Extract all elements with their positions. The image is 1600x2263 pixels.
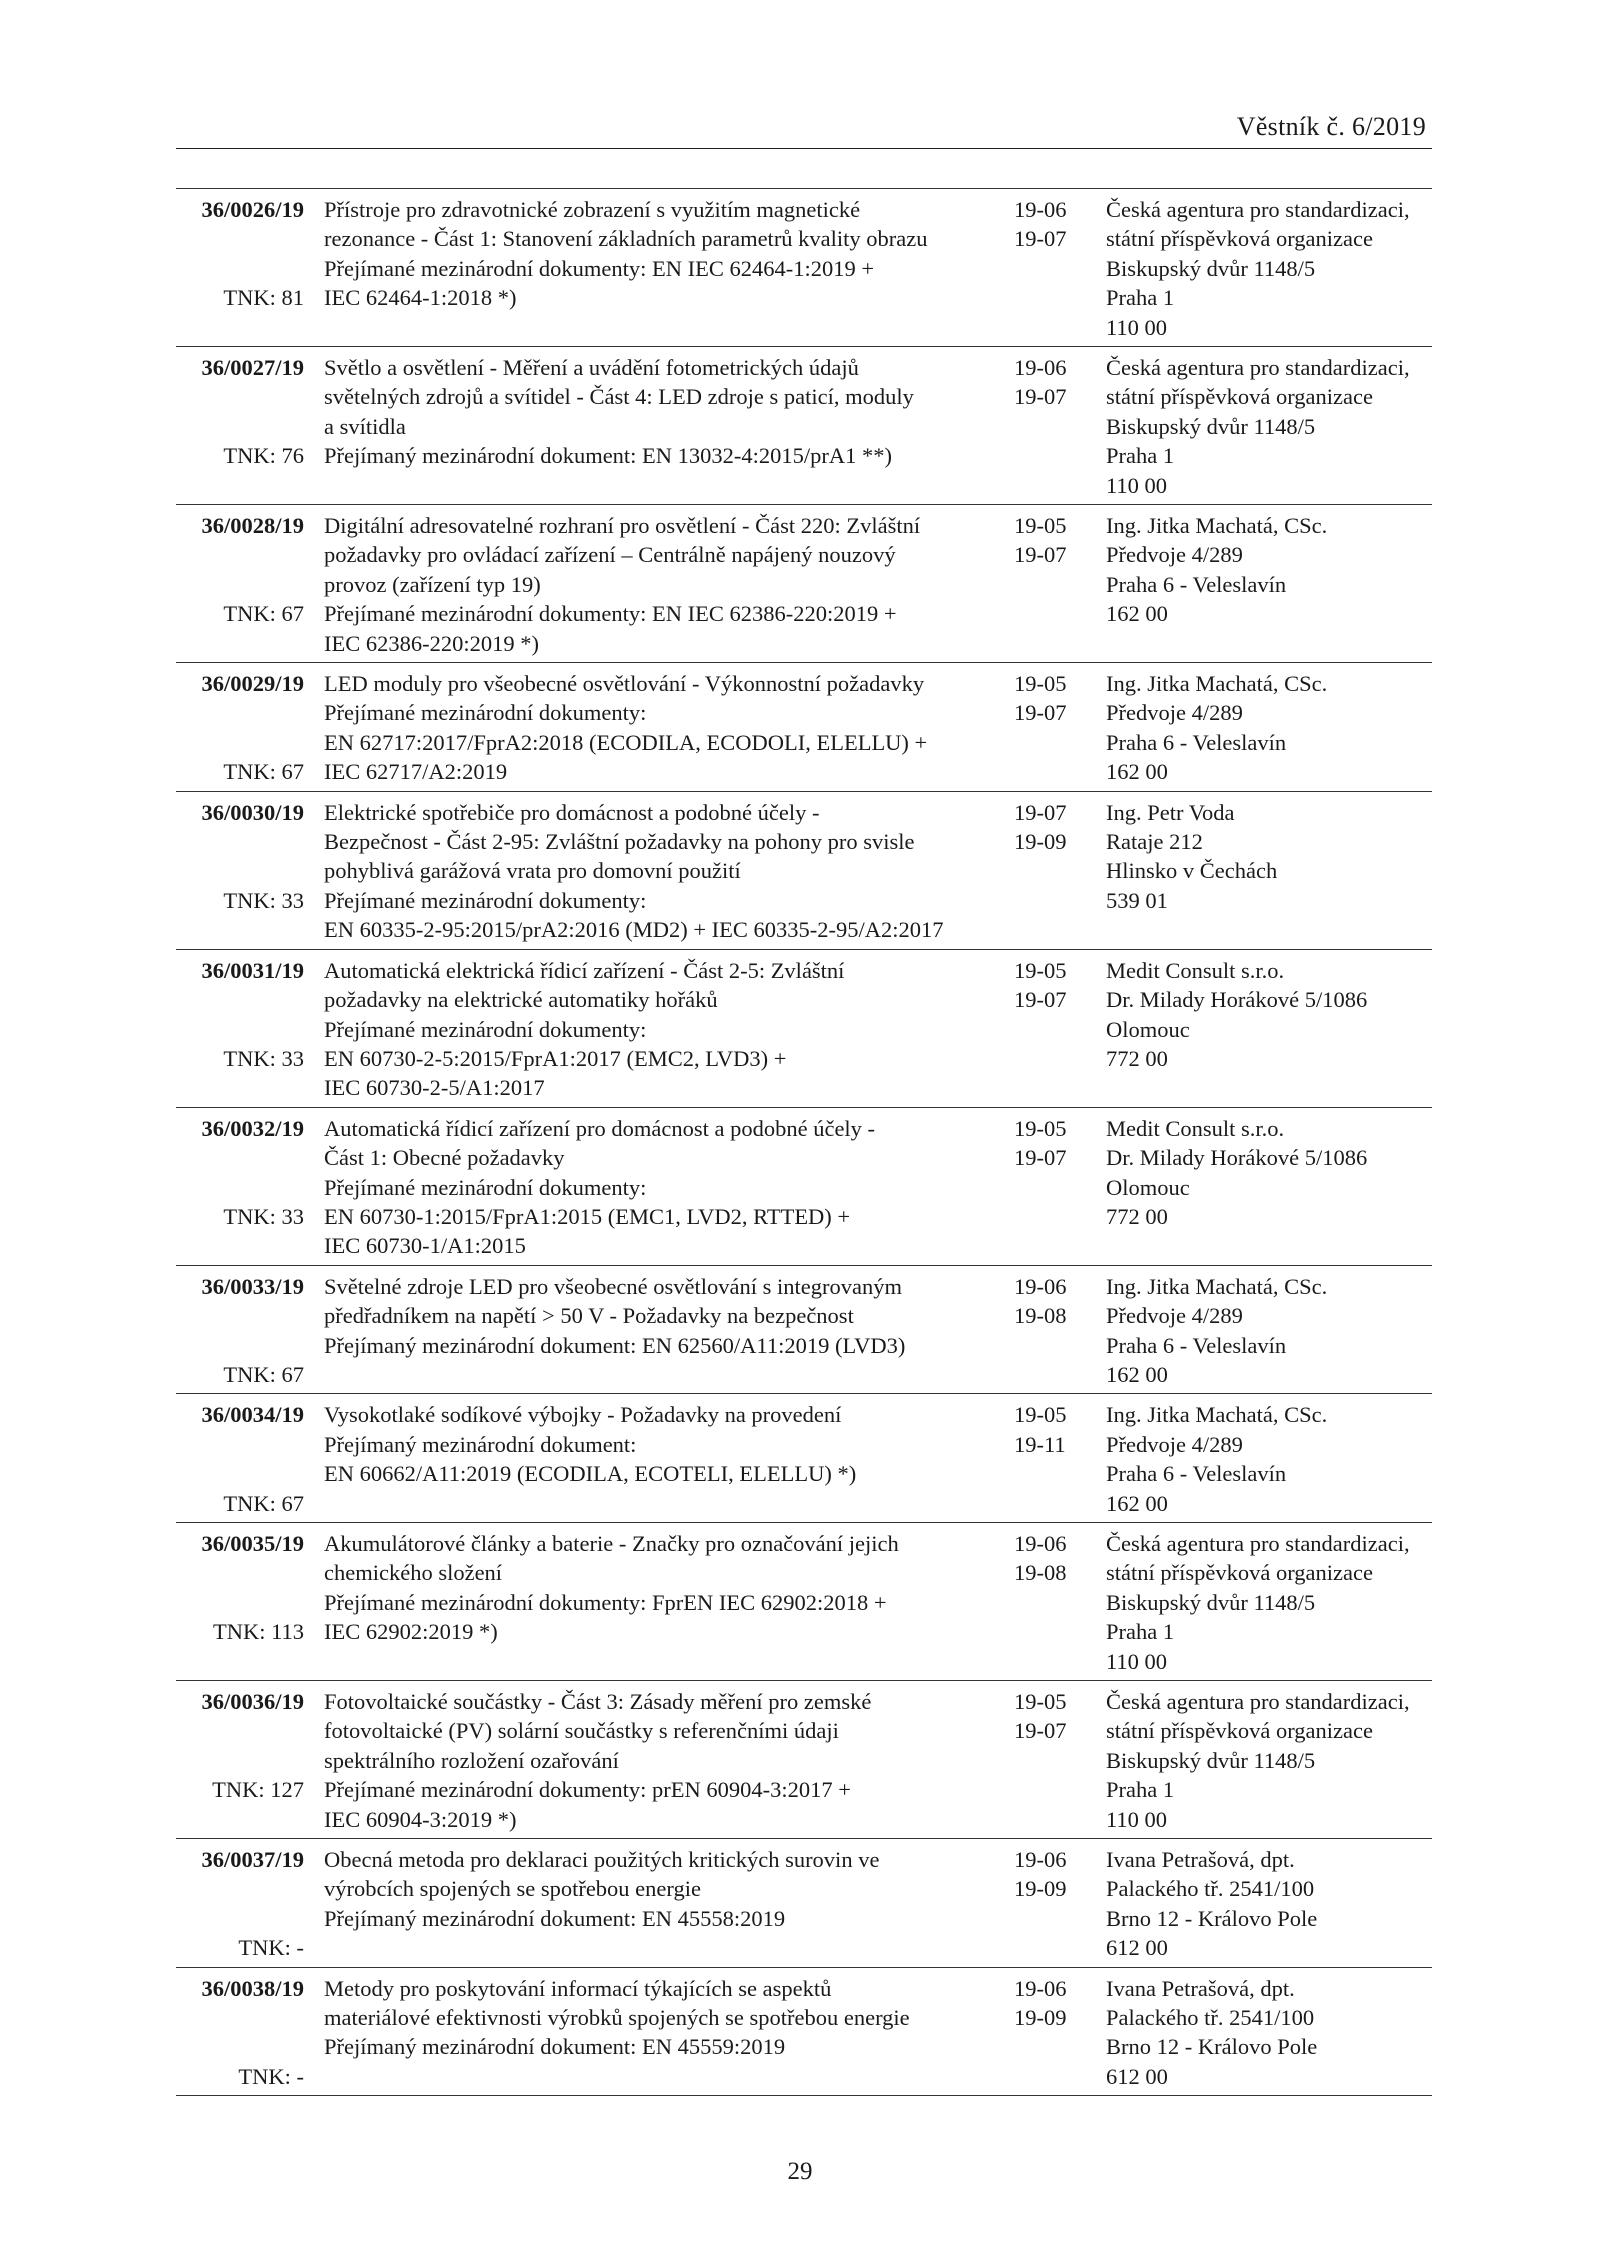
entry-contact — [1106, 1400, 1436, 1518]
date-value: 19-07 — [1014, 384, 1067, 410]
entry-number: 36/0031/19 — [201, 957, 304, 983]
contact-line: Praha 1 — [1106, 443, 1175, 469]
entry-contact — [1106, 511, 1436, 629]
contact-line: 612 00 — [1106, 2063, 1168, 2089]
entry-contact — [1106, 1687, 1436, 1834]
entry-description — [324, 1272, 1024, 1360]
contact-line: Dr. Milady Horákové 5/1086 — [1106, 987, 1368, 1013]
description-line: a svítidla — [324, 413, 406, 439]
contact-line: Ivana Petrašová, dpt. — [1106, 1975, 1295, 2001]
description-line: Světelné zdroje LED pro všeobecné osvětlování s integrovaným — [324, 1273, 902, 1299]
contact-line: Biskupský dvůr 1148/5 — [1106, 255, 1316, 281]
contact-line: Česká agentura pro standardizaci, — [1106, 355, 1410, 380]
description-line: IEC 60904-3:2019 *) — [324, 1806, 517, 1832]
contact-line: Brno 12 - Královo Pole — [1106, 1905, 1318, 1931]
standards-table — [176, 188, 1432, 2096]
table-row — [176, 950, 1432, 1108]
entry-id-cell — [176, 1114, 304, 1261]
description-line: EN 62717:2017/FprA2:2018 (ECODILA, ECODOLI, ELELLU) + — [324, 729, 928, 755]
contact-line: Česká agentura pro standardizaci, — [1106, 1688, 1410, 1714]
entry-dates — [1014, 511, 1094, 570]
entry-description — [324, 669, 1024, 787]
description-line: Světlo a osvětlení - Měření a uvádění fotometrických údajů — [324, 355, 859, 380]
contact-line: Biskupský dvůr 1148/5 — [1106, 413, 1316, 439]
contact-line: státní příspěvková organizace — [1106, 1718, 1373, 1744]
entry-number: 36/0030/19 — [201, 799, 304, 825]
contact-line: Olomouc — [1106, 1174, 1190, 1200]
table-row — [176, 663, 1432, 792]
entry-description — [324, 195, 1024, 313]
contact-line: Česká agentura pro standardizaci, — [1106, 197, 1410, 222]
date-value: 19-07 — [1014, 987, 1067, 1013]
date-value: 19-07 — [1014, 226, 1067, 252]
entry-contact — [1106, 1845, 1436, 1963]
date-value: 19-11 — [1014, 1431, 1066, 1457]
entry-id-cell — [176, 669, 304, 787]
contact-line: Praha 1 — [1106, 285, 1175, 311]
contact-line: státní příspěvková organizace — [1106, 384, 1373, 410]
tnk-label: TNK: 67 — [223, 601, 304, 627]
entry-contact — [1106, 798, 1436, 916]
contact-line: Ing. Jitka Machatá, CSc. — [1106, 513, 1328, 538]
contact-line: Praha 1 — [1106, 1777, 1175, 1803]
contact-line: 162 00 — [1106, 759, 1168, 785]
tnk-label: TNK: - — [238, 1935, 304, 1961]
description-line: EN 60730-1:2015/FprA1:2015 (EMC1, LVD2, RTTED) + — [324, 1203, 851, 1229]
entry-contact — [1106, 956, 1436, 1074]
entry-id-cell — [176, 956, 304, 1103]
contact-line: Ing. Petr Voda — [1106, 799, 1235, 825]
contact-line: Praha 1 — [1106, 1619, 1175, 1645]
table-row — [176, 347, 1432, 505]
description-line: Metody pro poskytování informací týkajících se aspektů — [324, 1975, 832, 2001]
table-row — [176, 1523, 1432, 1681]
entry-description — [324, 1114, 1024, 1261]
description-line: IEC 62386-220:2019 *) — [324, 630, 539, 656]
description-line: Přejímané mezinárodní dokumenty: FprEN IEC 62902:2018 + — [324, 1589, 887, 1615]
entry-description — [324, 1529, 1024, 1647]
entry-dates — [1014, 669, 1094, 728]
description-line: IEC 62902:2019 *) — [324, 1619, 498, 1645]
date-value: 19-07 — [1014, 799, 1067, 825]
page-number: 29 — [787, 2158, 813, 2185]
description-line: Přejímaný mezinárodní dokument: — [324, 1431, 637, 1457]
entry-description — [324, 798, 1024, 945]
contact-line: Hlinsko v Čechách — [1106, 858, 1278, 884]
entry-id-cell — [176, 1272, 304, 1390]
entry-contact — [1106, 1974, 1436, 2092]
table-row — [176, 1681, 1432, 1839]
contact-line: Ing. Jitka Machatá, CSc. — [1106, 671, 1328, 697]
entry-dates — [1014, 353, 1094, 412]
contact-line: Praha 6 - Veleslavín — [1106, 729, 1287, 755]
date-value: 19-06 — [1014, 1975, 1067, 2001]
contact-line: Česká agentura pro standardizaci, — [1106, 1530, 1410, 1556]
entry-number: 36/0032/19 — [201, 1115, 304, 1141]
date-value: 19-06 — [1014, 1273, 1067, 1299]
description-line: předřadníkem na napětí > 50 V - Požadavky na bezpečnost — [324, 1303, 854, 1329]
description-line: Část 1: Obecné požadavky — [324, 1145, 565, 1171]
description-line: IEC 62717/A2:2019 — [324, 759, 508, 785]
description-line: Přejímaný mezinárodní dokument: EN 45559:2019 — [324, 2034, 786, 2060]
contact-line: Předvoje 4/289 — [1106, 700, 1243, 726]
tnk-label: TNK: 113 — [212, 1619, 304, 1645]
description-line: Vysokotlaké sodíkové výbojky - Požadavky na provedení — [324, 1402, 842, 1428]
table-row — [176, 1968, 1432, 2097]
entry-contact — [1106, 669, 1436, 787]
date-value: 19-06 — [1014, 355, 1067, 380]
entry-id-cell — [176, 1529, 304, 1676]
entry-number: 36/0035/19 — [201, 1530, 304, 1556]
description-line: Přejímané mezinárodní dokumenty: prEN 60904-3:2017 + — [324, 1777, 851, 1803]
table-row — [176, 188, 1432, 347]
entry-number: 36/0037/19 — [201, 1846, 304, 1872]
entry-dates — [1014, 798, 1094, 857]
tnk-label: TNK: 127 — [212, 1777, 304, 1803]
page-header — [176, 110, 1432, 149]
date-value: 19-08 — [1014, 1560, 1067, 1586]
contact-line: 539 01 — [1106, 887, 1168, 913]
description-line: světelných zdrojů a svítidel - Část 4: LED zdroje s paticí, moduly — [324, 384, 914, 410]
table-row — [176, 792, 1432, 950]
entry-dates — [1014, 195, 1094, 254]
entry-description — [324, 1400, 1024, 1488]
contact-line: 110 00 — [1106, 472, 1168, 498]
contact-line: 162 00 — [1106, 1361, 1168, 1387]
table-row — [176, 1108, 1432, 1266]
description-line: Přejímané mezinárodní dokumenty: — [324, 887, 647, 913]
contact-line: Medit Consult s.r.o. — [1106, 957, 1285, 983]
tnk-label: TNK: - — [238, 2063, 304, 2089]
contact-line: 110 00 — [1106, 1806, 1168, 1832]
contact-line: Palackého tř. 2541/100 — [1106, 1876, 1315, 1902]
contact-line: 110 00 — [1106, 314, 1168, 340]
date-value: 19-08 — [1014, 1303, 1067, 1329]
contact-line: 110 00 — [1106, 1648, 1168, 1674]
contact-line: státní příspěvková organizace — [1106, 1560, 1373, 1586]
entry-dates — [1014, 1114, 1094, 1173]
description-line: IEC 62464-1:2018 *) — [324, 285, 517, 311]
description-line: materiálové efektivnosti výrobků spojených se spotřebou energie — [324, 2004, 910, 2030]
contact-line: státní příspěvková organizace — [1106, 226, 1373, 252]
contact-line: Medit Consult s.r.o. — [1106, 1115, 1285, 1141]
date-value: 19-07 — [1014, 542, 1067, 568]
entry-dates — [1014, 1687, 1094, 1746]
contact-line: Ing. Jitka Machatá, CSc. — [1106, 1402, 1328, 1428]
contact-line: 772 00 — [1106, 1203, 1168, 1229]
entry-dates — [1014, 1529, 1094, 1588]
description-line: rezonance - Část 1: Stanovení základních parametrů kvality obrazu — [324, 226, 928, 252]
contact-line: Ing. Jitka Machatá, CSc. — [1106, 1273, 1328, 1299]
date-value: 19-09 — [1014, 2004, 1067, 2030]
description-line: Přejímaný mezinárodní dokument: EN 62560/A11:2019 (LVD3) — [324, 1332, 906, 1358]
description-line: EN 60730-2-5:2015/FprA1:2017 (EMC2, LVD3) + — [324, 1045, 787, 1071]
entry-description — [324, 1845, 1024, 1933]
contact-line: 162 00 — [1106, 601, 1168, 627]
contact-line: Brno 12 - Královo Pole — [1106, 2034, 1318, 2060]
tnk-label: TNK: 33 — [223, 1045, 304, 1071]
description-line: IEC 60730-2-5/A1:2017 — [324, 1075, 545, 1101]
entry-number: 36/0028/19 — [201, 513, 304, 538]
entry-description — [324, 1687, 1024, 1834]
entry-number: 36/0033/19 — [201, 1273, 304, 1299]
tnk-label: TNK: 33 — [223, 887, 304, 913]
description-line: Automatická elektrická řídicí zařízení - Část 2-5: Zvláštní — [324, 957, 845, 983]
contact-line: 162 00 — [1106, 1490, 1168, 1516]
contact-line: Praha 6 - Veleslavín — [1106, 1461, 1287, 1487]
description-line: výrobcích spojených se spotřebou energie — [324, 1876, 701, 1902]
date-value: 19-06 — [1014, 1846, 1067, 1872]
date-value: 19-06 — [1014, 197, 1067, 222]
date-value: 19-07 — [1014, 700, 1067, 726]
tnk-label: TNK: 76 — [223, 443, 304, 469]
entry-contact — [1106, 1529, 1436, 1676]
date-value: 19-05 — [1014, 1115, 1067, 1141]
description-line: Přejímaný mezinárodní dokument: EN 13032-4:2015/prA1 **) — [324, 443, 893, 469]
description-line: provoz (zařízení typ 19) — [324, 571, 541, 597]
description-line: požadavky na elektrické automatiky hořáků — [324, 987, 718, 1013]
entry-number: 36/0036/19 — [201, 1688, 304, 1714]
date-value: 19-05 — [1014, 957, 1067, 983]
table-row — [176, 1394, 1432, 1523]
entry-dates — [1014, 1845, 1094, 1904]
entry-id-cell — [176, 1845, 304, 1963]
date-value: 19-09 — [1014, 1876, 1067, 1902]
description-line: Přístroje pro zdravotnické zobrazení s využitím magnetické — [324, 197, 861, 222]
journal-issue-title: Věstník č. 6/2019 — [1236, 112, 1426, 141]
entry-number: 36/0038/19 — [201, 1975, 304, 2001]
description-line: Automatická řídicí zařízení pro domácnost a podobné účely - — [324, 1115, 876, 1141]
table-row — [176, 1839, 1432, 1968]
description-line: Bezpečnost - Část 2-95: Zvláštní požadavky na pohony pro svisle — [324, 829, 915, 855]
contact-line: Předvoje 4/289 — [1106, 1303, 1243, 1329]
date-value: 19-05 — [1014, 1402, 1067, 1428]
description-line: Elektrické spotřebiče pro domácnost a podobné účely - — [324, 799, 820, 825]
description-line: chemického složení — [324, 1560, 503, 1586]
entry-description — [324, 511, 1024, 658]
entry-id-cell — [176, 353, 304, 500]
contact-line: Dr. Milady Horákové 5/1086 — [1106, 1145, 1368, 1171]
entry-contact — [1106, 353, 1436, 500]
description-line: požadavky pro ovládací zařízení – Centrálně napájený nouzový — [324, 542, 896, 568]
entry-id-cell — [176, 1974, 304, 2092]
date-value: 19-05 — [1014, 513, 1067, 538]
entry-contact — [1106, 1272, 1436, 1390]
description-line: IEC 60730-1/A1:2015 — [324, 1233, 526, 1259]
description-line: Přejímané mezinárodní dokumenty: — [324, 700, 647, 726]
tnk-label: TNK: 33 — [223, 1203, 304, 1229]
entry-contact — [1106, 195, 1436, 342]
contact-line: 772 00 — [1106, 1045, 1168, 1071]
entry-description — [324, 956, 1024, 1103]
description-line: Přejímané mezinárodní dokumenty: EN IEC 62464-1:2019 + — [324, 255, 875, 281]
contact-line: Palackého tř. 2541/100 — [1106, 2004, 1315, 2030]
entry-dates — [1014, 1974, 1094, 2033]
entry-id-cell — [176, 798, 304, 945]
entry-id-cell — [176, 511, 304, 658]
description-line: EN 60662/A11:2019 (ECODILA, ECOTELI, ELELLU) *) — [324, 1461, 857, 1487]
contact-line: Olomouc — [1106, 1016, 1190, 1042]
description-line: pohyblivá garážová vrata pro domovní použití — [324, 858, 741, 884]
entry-number: 36/0034/19 — [201, 1402, 304, 1428]
date-value: 19-07 — [1014, 1145, 1067, 1171]
description-line: Obecná metoda pro deklaraci použitých kritických surovin ve — [324, 1846, 880, 1872]
entry-id-cell — [176, 1687, 304, 1834]
description-line: Přejímané mezinárodní dokumenty: — [324, 1174, 647, 1200]
tnk-label: TNK: 67 — [223, 1490, 304, 1516]
description-line: fotovoltaické (PV) solární součástky s referenčními údaji — [324, 1718, 839, 1744]
entry-number: 36/0026/19 — [201, 197, 304, 222]
contact-line: Biskupský dvůr 1148/5 — [1106, 1589, 1316, 1615]
tnk-label: TNK: 81 — [223, 285, 304, 311]
description-line: Přejímané mezinárodní dokumenty: EN IEC 62386-220:2019 + — [324, 601, 897, 627]
description-line: spektrálního rozložení ozařování — [324, 1747, 619, 1773]
table-row — [176, 1266, 1432, 1395]
description-line: Digitální adresovatelné rozhraní pro osvětlení - Část 220: Zvláštní — [324, 513, 921, 538]
tnk-label: TNK: 67 — [223, 1361, 304, 1387]
table-row — [176, 505, 1432, 663]
entry-number: 36/0029/19 — [201, 671, 304, 697]
date-value: 19-05 — [1014, 1688, 1067, 1714]
contact-line: Předvoje 4/289 — [1106, 542, 1243, 568]
description-line: Fotovoltaické součástky - Část 3: Zásady měření pro zemské — [324, 1688, 872, 1714]
contact-line: Rataje 212 — [1106, 829, 1203, 855]
contact-line: Předvoje 4/289 — [1106, 1431, 1243, 1457]
contact-line: Ivana Petrašová, dpt. — [1106, 1846, 1295, 1872]
date-value: 19-09 — [1014, 829, 1067, 855]
contact-line: 612 00 — [1106, 1935, 1168, 1961]
contact-line: Biskupský dvůr 1148/5 — [1106, 1747, 1316, 1773]
description-line: LED moduly pro všeobecné osvětlování - Výkonnostní požadavky — [324, 671, 925, 697]
entry-description — [324, 1974, 1024, 2062]
date-value: 19-06 — [1014, 1530, 1067, 1556]
description-line: Přejímané mezinárodní dokumenty: — [324, 1016, 647, 1042]
date-value: 19-07 — [1014, 1718, 1067, 1744]
entry-id-cell — [176, 195, 304, 342]
entry-dates — [1014, 1272, 1094, 1331]
entry-dates — [1014, 956, 1094, 1015]
contact-line: Praha 6 - Veleslavín — [1106, 1332, 1287, 1358]
entry-dates — [1014, 1400, 1094, 1459]
description-line: Akumulátorové články a baterie - Značky pro označování jejich — [324, 1530, 899, 1556]
entry-description — [324, 353, 1024, 471]
entry-number: 36/0027/19 — [201, 355, 304, 380]
contact-line: Praha 6 - Veleslavín — [1106, 571, 1287, 597]
description-line: EN 60335-2-95:2015/prA2:2016 (MD2) + IEC 60335-2-95/A2:2017 — [324, 917, 944, 943]
description-line: Přejímaný mezinárodní dokument: EN 45558:2019 — [324, 1905, 786, 1931]
tnk-label: TNK: 67 — [223, 759, 304, 785]
entry-contact — [1106, 1114, 1436, 1232]
entry-id-cell — [176, 1400, 304, 1518]
date-value: 19-05 — [1014, 671, 1067, 697]
